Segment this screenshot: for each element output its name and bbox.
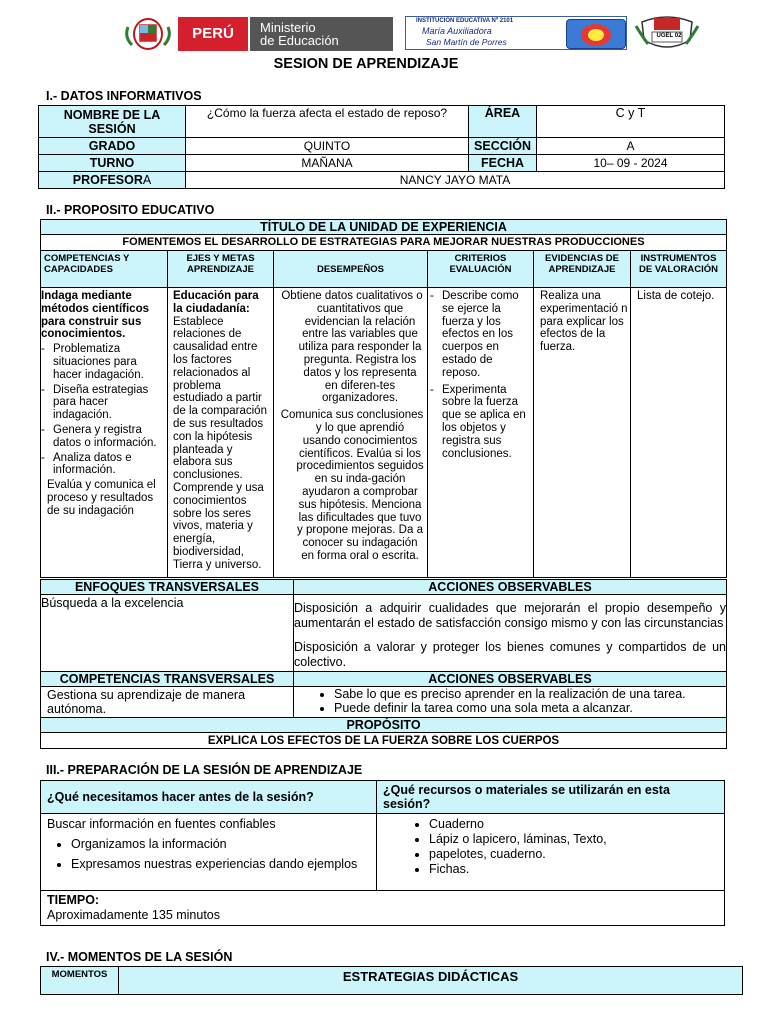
profesora-value: NANCY JAYO MATA: [186, 172, 725, 189]
school-emblem-icon: [566, 19, 626, 49]
turno-value: MAÑANA: [186, 155, 469, 172]
col-instrumentos: INSTRUMENTOS DE VALORACIÓN: [631, 251, 727, 288]
ministry-line-2: de Educación: [260, 33, 339, 48]
ugel-text: UGEL 02: [656, 33, 682, 39]
capacidades-list: [41, 343, 165, 477]
school-banner: [405, 16, 627, 50]
unidad-title: TÍTULO DE LA UNIDAD DE EXPERIENCIA: [41, 220, 727, 235]
accion-item: • Sabe lo que es preciso aprender en la realización de una tarea.: [334, 687, 726, 701]
nombre-label: NOMBRE DE LA SESIÓN: [39, 106, 186, 138]
acciones-2-list: [294, 687, 726, 715]
enfoque-value: Búsqueda a la excelencia: [41, 595, 294, 672]
seccion-value: A: [537, 138, 725, 155]
section-1-heading: I.- DATOS INFORMATIVOS: [46, 89, 202, 103]
accion-1: Disposición a adquirir cualidades que mejorarán el propio desempeño y aumentarán el estado de satisfacción consigo mismo y con las circunstancias: [294, 601, 726, 630]
datos-informativos-table: [38, 105, 725, 189]
capacidad-item: - Genera y registra datos o información.: [53, 424, 165, 450]
momentos-table: [40, 966, 743, 995]
ugel-shield-icon: [634, 14, 700, 52]
antes-item: • Organizamos la información: [71, 837, 370, 851]
acciones-label: ACCIONES OBSERVABLES: [294, 580, 727, 595]
competencia-title: Indaga mediante métodos científicos para construir sus conocimientos.: [41, 290, 149, 341]
proposito-label: PROPÓSITO: [41, 718, 727, 733]
section-2-heading: II.- PROPOSITO EDUCATIVO: [46, 203, 215, 217]
peru-logo: [178, 17, 248, 51]
page-title: SESION DE APRENDIZAJE: [273, 56, 459, 72]
peru-logo-text: PERÚ: [192, 25, 234, 42]
profesora-label-tail: A: [142, 173, 152, 187]
accion-2: Disposición a valorar y proteger los bienes comunes y compartidos de un colectivo.: [294, 640, 726, 669]
turno-label: TURNO: [39, 155, 186, 172]
recurso-item: • papelotes, cuaderno.: [429, 847, 718, 862]
capacidad-item: - Analiza datos e información.: [53, 452, 165, 478]
recurso-item: • Cuaderno: [429, 817, 718, 832]
peru-coat-of-arms: [122, 17, 174, 51]
capacidad-item: - Diseña estrategias para hacer indagación.: [53, 384, 165, 422]
antes-first: Buscar información en fuentes confiables: [47, 817, 276, 831]
enfoques-label: ENFOQUES TRANSVERSALES: [41, 580, 294, 595]
col-evidencias: EVIDENCIAS DE APRENDIZAJE: [534, 251, 631, 288]
school-line-1: INSTITUCIÓN EDUCATIVA Nº 2101: [416, 18, 514, 24]
acciones-label-2: ACCIONES OBSERVABLES: [294, 672, 727, 687]
area-label: ÁREA: [469, 106, 537, 138]
preparacion-table: [40, 780, 725, 926]
evidencia-text: Realiza una experimentació n para explicar los efectos de la fuerza.: [540, 290, 628, 354]
accion-item: • Puede definir la tarea como una sola meta a alcanzar.: [334, 701, 726, 715]
capacidad-item: - Problematiza situaciones para hacer indagación.: [53, 343, 165, 381]
nombre-value: ¿Cómo la fuerza afecta el estado de reposo?: [186, 106, 469, 138]
eje-text: Establece relaciones de causalidad entre los factores relacionados al problema estudiado a partir de la comparación de sus resultados con la hipótesis planteada y elabora sus conclusiones. Comprende y usa conocimientos sobre los seres vivos, materia y energía, biodiversidad, Tierra y universo.: [173, 315, 267, 571]
school-line-3: San Martín de Porres: [426, 37, 507, 47]
fecha-label: FECHA: [469, 155, 537, 172]
tiempo-label: TIEMPO:: [47, 893, 100, 907]
proposito-value: EXPLICA LOS EFECTOS DE LA FUERZA SOBRE LOS CUERPOS: [41, 733, 727, 749]
area-value: C y T: [537, 106, 725, 138]
antes-item: • Expresamos nuestras experiencias dando ejemplos: [71, 857, 370, 871]
school-line-2: María Auxiliadora: [422, 26, 492, 36]
comp-trans-label: COMPETENCIAS TRANSVERSALES: [41, 672, 294, 687]
ejes-cell: [168, 288, 274, 578]
competencias-cell: [41, 288, 168, 578]
col-competencias: COMPETENCIAS Y CAPACIDADES: [41, 251, 168, 288]
acciones-2-cell: [294, 687, 727, 718]
capacidad-last: Evalúa y comunica el proceso y resultados de su indagación: [47, 479, 156, 517]
recursos-list: [383, 817, 718, 877]
evidencias-cell: [534, 288, 631, 578]
section-4-heading: IV.- MOMENTOS DE LA SESIÓN: [46, 950, 233, 964]
col-criterios: CRITERIOS EVALUACIÓN: [428, 251, 534, 288]
instrumentos-cell: [631, 288, 727, 578]
desempeno-1: Obtiene datos cualitativos o cuantitativos que evidencian la relación entre las variables que utiliza para responder la pregunta. Registra los datos y los representa en diferen-tes organizadores.: [281, 290, 423, 405]
question-1: ¿Qué necesitamos hacer antes de la sesión?: [41, 781, 377, 814]
criterios-cell: [428, 288, 534, 578]
antes-list: [47, 837, 370, 871]
criterio-item: - Experimenta sobre la fuerza que se aplica en los objetos y registra sus conclusiones.: [442, 384, 531, 461]
tiempo-cell: [41, 891, 725, 926]
col-desempenos: DESEMPEÑOS: [274, 251, 428, 288]
instrumento-text: Lista de cotejo.: [637, 290, 715, 302]
profesora-label-bold: PROFESOR: [72, 173, 143, 187]
momentos-label: MOMENTOS: [41, 967, 119, 995]
antes-cell: [41, 814, 377, 891]
acciones-cell: [294, 595, 727, 672]
grado-value: QUINTO: [186, 138, 469, 155]
ministry-line-1: Ministerio: [260, 20, 316, 35]
enfoques-table: [40, 579, 727, 749]
eje-title: Educación para la ciudadanía:: [173, 290, 259, 315]
recursos-cell: [377, 814, 725, 891]
section-3-heading: III.- PREPARACIÓN DE LA SESIÓN DE APRENDIZAJE: [46, 763, 363, 777]
col-ejes: EJES Y METAS APRENDIZAJE: [168, 251, 274, 288]
unidad-value: FOMENTEMOS EL DESARROLLO DE ESTRATEGIAS PARA MEJORAR NUESTRAS PRODUCCIONES: [41, 235, 727, 251]
profesora-label: [39, 172, 186, 189]
estrategias-label: ESTRATEGIAS DIDÁCTICAS: [119, 967, 743, 995]
recurso-item: • Lápiz o lapicero, láminas, Texto,: [429, 832, 718, 847]
tiempo-value: Aproximadamente 135 minutos: [47, 908, 221, 922]
criterio-item: - Describe como se ejerce la fuerza y los efectos en los cuerpos en estado de reposo.: [442, 290, 531, 380]
comp-trans-value: Gestiona su aprendizaje de manera autónoma.: [41, 687, 294, 718]
grado-label: GRADO: [39, 138, 186, 155]
proposito-table: [40, 219, 727, 578]
criterios-list: [430, 290, 531, 460]
ministry-logo: [250, 17, 393, 51]
question-2: ¿Qué recursos o materiales se utilizarán en esta sesión?: [377, 781, 725, 814]
recurso-item: • Fichas.: [429, 862, 718, 877]
seccion-label: SECCIÓN: [469, 138, 537, 155]
desempenos-cell: [274, 288, 428, 578]
fecha-value: 10– 09 - 2024: [537, 155, 725, 172]
desempeno-2: Comunica sus conclusiones y lo que aprendió usando conocimientos científicos. Evalúa si los procedimientos seguidos en su inda-gación ayudaron a comprobar sus hipótesis. Menciona las dificultades que tuvo y propone mejoras. Da a conocer su indagación en forma oral o escrita.: [280, 409, 424, 562]
